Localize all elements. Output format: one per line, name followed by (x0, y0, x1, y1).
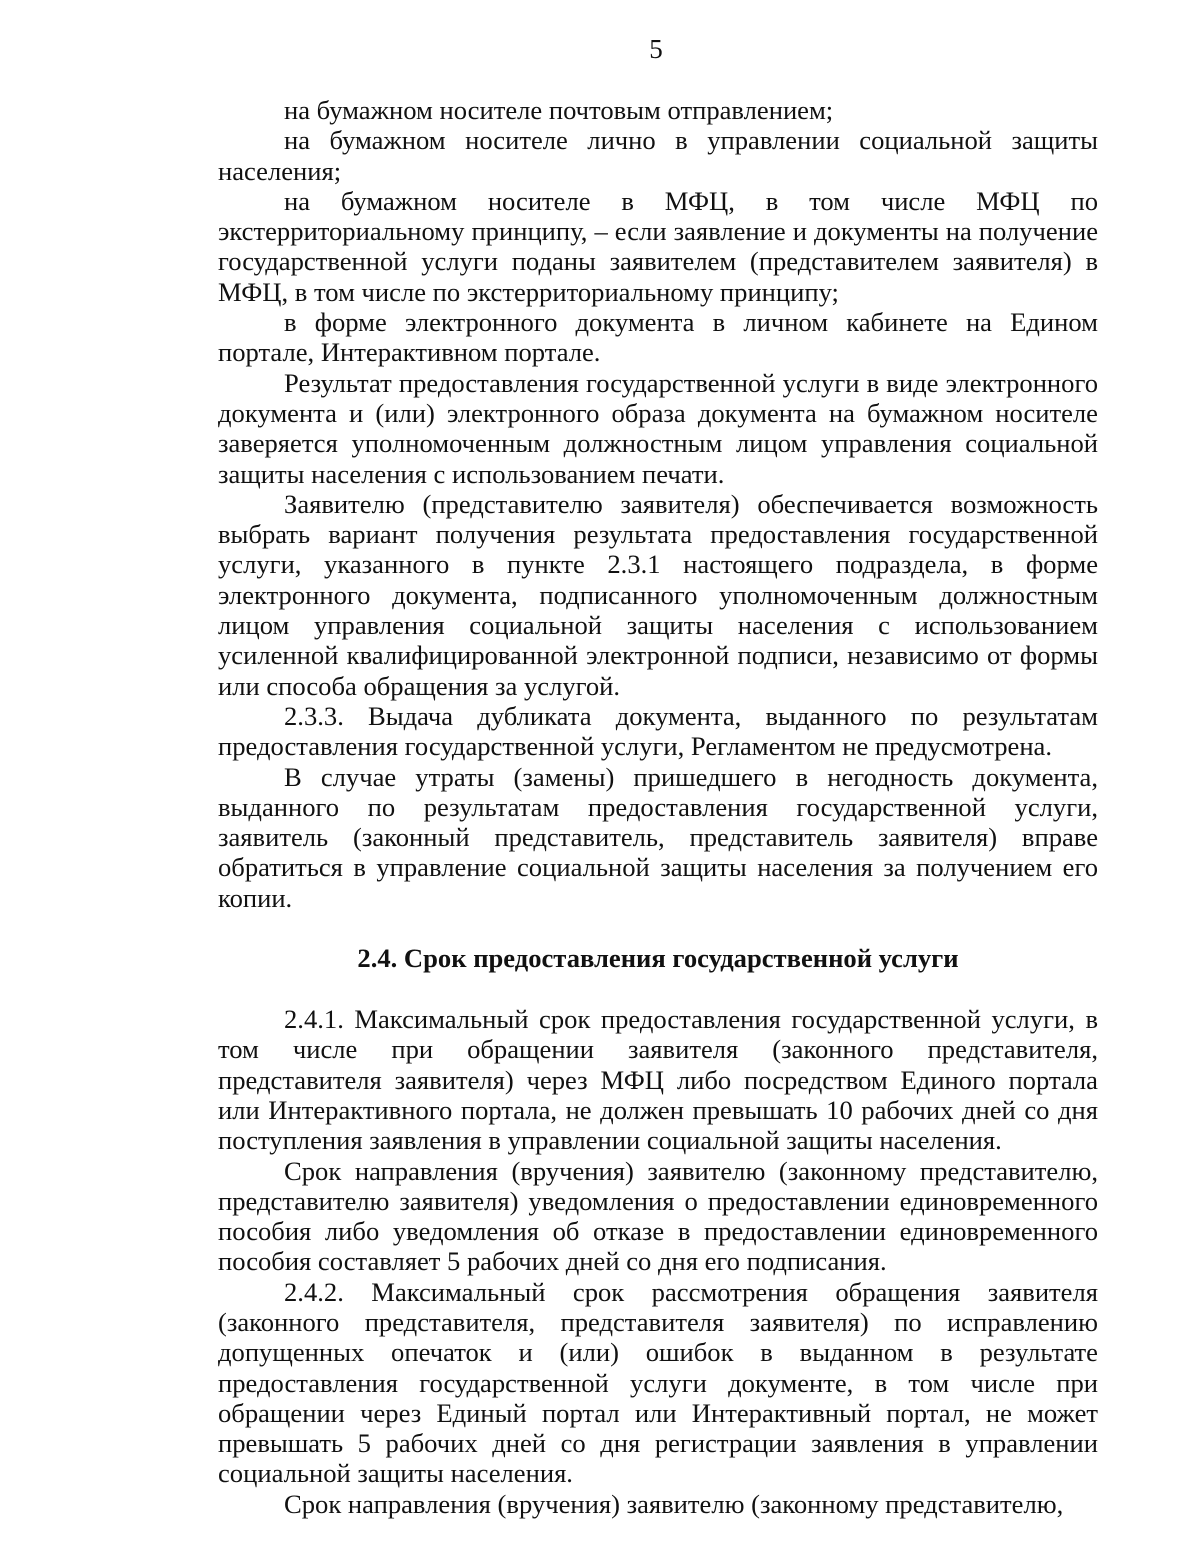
paragraph: 2.4.1. Максимальный срок предоставления государственной услуги, в том числе при обращении заявителя (законного представителя, представителя заявителя) через МФЦ либо посредством Единого портала или Интерактивного портала, не должен превышать 10 рабочих дней со дня поступления заявления в управлении социальной защиты населения. (218, 1004, 1098, 1156)
paragraph: 2.4.2. Максимальный срок рассмотрения обращения заявителя (законного представителя, представителя заявителя) по исправлению допущенных опечаток и (или) ошибок в выданном в результате предоставления государственной услуги документе, в том числе при обращении через Единый портал или Интерактивный портал, не может превышать 5 рабочих дней со дня регистрации заявления в управлении социальной защиты населения. (218, 1276, 1098, 1489)
paragraph: В случае утраты (замены) пришедшего в негодность документа, выданного по результатам предоставления государственной услуги, заявитель (законный представитель, представитель заявителя) вправе обратиться в управление социальной защиты населения за получением его копии. (218, 761, 1098, 913)
paragraph: на бумажном носителе в МФЦ, в том числе МФЦ по экстерриториальному принципу, – если заявление и документы на получение государственной услуги поданы заявителем (представителем заявителя) в МФЦ, в том числе по экстерриториальному принципу; (218, 185, 1098, 307)
page-number: 5 (649, 34, 663, 64)
paragraph: Заявителю (представителю заявителя) обеспечивается возможность выбрать вариант получения результата предоставления государственной услуги, указанного в пункте 2.3.1 настоящего подраздела, в форме электронного документа, подписанного уполномоченным должностным лицом управления социальной защиты населения с использованием усиленной квалифицированной электронной подписи, независимо от формы или способа обращения за услугой. (218, 488, 1098, 701)
paragraph: на бумажном носителе почтовым отправлением; (284, 95, 834, 125)
paragraph: 2.3.3. Выдача дубликата документа, выданного по результатам предоставления государственной услуги, Регламентом не предусмотрена. (218, 700, 1098, 762)
paragraph: в форме электронного документа в личном кабинете на Едином портале, Интерактивном портале. (218, 307, 1098, 368)
paragraph: Результат предоставления государственной услуги в виде электронного документа и (или) электронного образа документа на бумажном носителе заверяется уполномоченным должностным лицом управления социальной защиты населения с использованием печати. (218, 367, 1098, 489)
document-body (218, 95, 1098, 1519)
paragraph: Срок направления (вручения) заявителю (законному представителю, (284, 1488, 1064, 1519)
paragraph: Срок направления (вручения) заявителю (законному представителю, представителю заявителя) уведомления о предоставлении единовременного пособия либо уведомления об отказе в предоставлении единовременного пособия составляет 5 рабочих дней со дня его подписания. (218, 1155, 1098, 1277)
section-heading: 2.4. Срок предоставления государственной услуги (357, 943, 959, 974)
paragraph: на бумажном носителе лично в управлении социальной защиты населения; (218, 125, 1098, 186)
